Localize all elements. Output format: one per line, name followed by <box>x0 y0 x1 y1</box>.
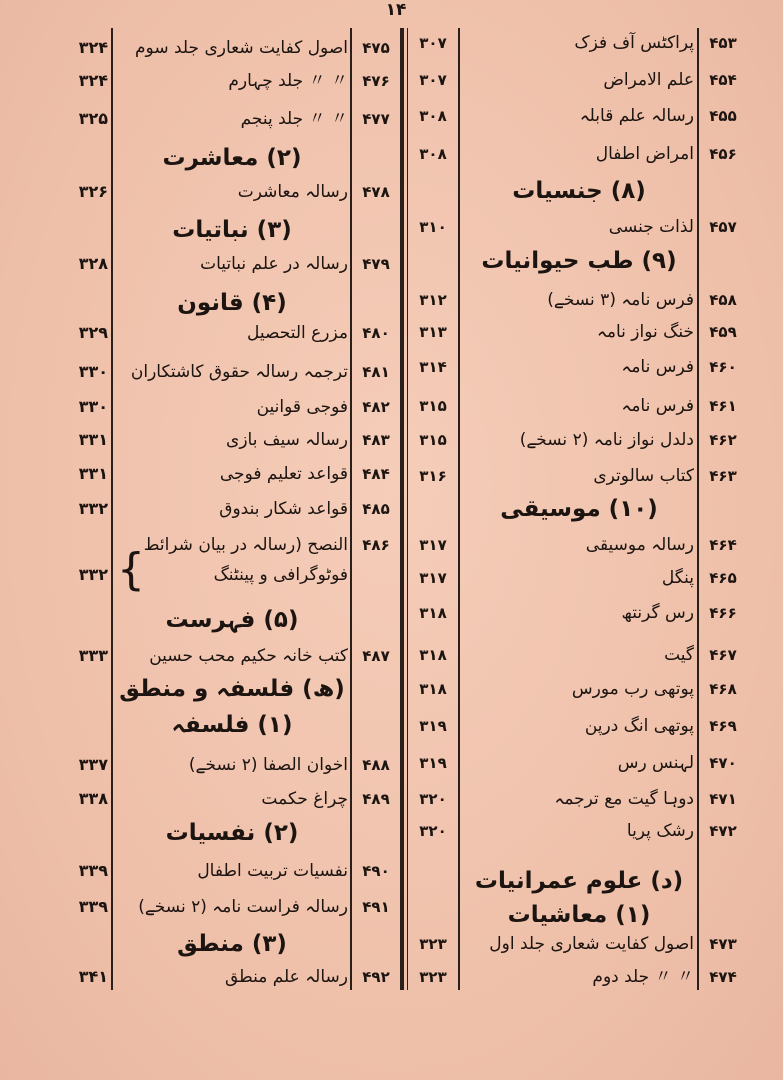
entry-title: رسالہ فراست نامہ (۲ نسخے) <box>138 897 348 917</box>
entry-number: ۴۸۰ <box>362 324 390 342</box>
page-ref: ۳۲۹ <box>78 323 108 342</box>
entry-title: رسالہ موسیقی <box>585 535 694 555</box>
page-ref: ۳۲۴ <box>78 38 108 57</box>
entry-number: ۴۹۲ <box>362 968 390 986</box>
entry-number: ۴۶۹ <box>709 717 737 735</box>
entry-number: ۴۷۹ <box>362 255 390 273</box>
entry-number: ۴۹۱ <box>362 898 390 916</box>
entry-title: قواعد شکار بندوق <box>219 499 348 519</box>
entry-number: ۴۵۴ <box>709 71 737 89</box>
catalog-entry-row <box>0 784 783 814</box>
entry-number: ۴۶۱ <box>709 397 737 415</box>
page-ref: ۳۳۷ <box>78 755 108 774</box>
entry-title: پوتھی رب مورس <box>571 679 694 699</box>
catalog-entry-row <box>0 285 783 315</box>
section-heading-row <box>0 900 783 930</box>
entry-title: لہنس رس <box>617 753 694 773</box>
entry-title: رسالہ در علم نباتیات <box>200 254 348 274</box>
section-heading: (۲) معاشرت <box>162 145 302 171</box>
page-ref: ۳۰۸ <box>419 107 447 125</box>
entry-title: مزرع التحصیل <box>247 323 348 343</box>
page-ref: ۳۳۹ <box>78 897 108 916</box>
entry-number: ۴۶۰ <box>709 358 737 376</box>
page-ref: ۳۳۲ <box>78 565 108 584</box>
page-ref: ۳۲۰ <box>419 822 447 840</box>
section-heading: (ھ) فلسفہ و منطق <box>119 676 345 702</box>
entry-number: ۴۸۶ <box>362 536 390 554</box>
entry-number: ۴۷۷ <box>362 110 390 128</box>
entry-title: چراغ حکمت <box>261 789 348 809</box>
entry-title: ترجمہ رسالہ حقوق کاشتکاران <box>130 362 348 382</box>
entry-number: ۴۹۰ <box>362 862 390 880</box>
catalog-entry-row <box>0 101 783 131</box>
entry-number: ۴۷۵ <box>362 39 390 57</box>
page-ref: ۳۲۵ <box>78 109 108 128</box>
section-heading: (۲) نفسیات <box>165 820 299 846</box>
section-heading: (د) علوم عمرانیات <box>474 868 684 894</box>
entry-title: علم الامراض <box>603 70 694 90</box>
entry-title: پراکٹس آف فزک <box>574 33 694 53</box>
catalog-entry-row <box>0 816 783 846</box>
entry-title: فرس نامہ <box>621 357 694 377</box>
entry-title: پوتھی انگ درپن <box>584 716 694 736</box>
entry-number: ۴۶۴ <box>709 536 737 554</box>
page-ref: ۳۲۶ <box>78 182 108 201</box>
entry-title: رسالہ علم قابلہ <box>579 106 694 126</box>
catalog-entry-row <box>0 65 783 95</box>
section-heading: (۴) قانون <box>177 290 287 316</box>
page-ref: ۳۳۲ <box>78 499 108 518</box>
catalog-entry-row <box>0 598 783 628</box>
page-ref: ۳۳۱ <box>78 430 108 449</box>
page-ref: ۳۲۴ <box>78 71 108 90</box>
section-heading: (۱) معاشیات <box>507 902 651 928</box>
catalog-entry-row <box>0 425 783 455</box>
page-ref: ۳۲۳ <box>419 935 447 953</box>
page-ref: ۳۱۴ <box>419 358 447 376</box>
entry-title: کتاب سالوتری <box>593 466 694 486</box>
entry-number: ۴۶۵ <box>709 569 737 587</box>
catalog-entry-row <box>0 929 783 959</box>
entry-title: اصول کفایت شعاری جلد سوم <box>135 38 348 58</box>
section-heading-row <box>0 176 783 206</box>
page-ref: ۳۱۰ <box>419 218 447 236</box>
page-ref: ۳۱۸ <box>419 646 447 664</box>
catalog-entry-row <box>0 391 783 421</box>
entry-number: ۴۶۲ <box>709 431 737 449</box>
page-ref: ۳۱۵ <box>419 431 447 449</box>
section-heading: (۸) جنسیات <box>512 178 646 204</box>
page-ref: ۳۰۸ <box>419 145 447 163</box>
entry-number: ۴۸۲ <box>362 398 390 416</box>
entry-title: 〃 〃 جلد پنجم <box>240 109 348 129</box>
entry-title: رسالہ علم منطق <box>224 967 348 987</box>
entry-number: ۴۵۳ <box>709 34 737 52</box>
page-ref: ۳۱۹ <box>419 754 447 772</box>
entry-number: ۴۵۶ <box>709 145 737 163</box>
entry-title: خنگ نواز نامہ <box>596 322 694 342</box>
entry-number: ۴۵۵ <box>709 107 737 125</box>
entry-title: رسالہ معاشرت <box>237 182 348 202</box>
entry-title: اخوان الصفا (۲ نسخے) <box>188 755 348 775</box>
page-ref: ۳۲۸ <box>78 254 108 273</box>
page-ref: ۳۱۸ <box>419 604 447 622</box>
entry-title: گیت <box>664 645 694 665</box>
entry-title: 〃 〃 جلد دوم <box>592 967 694 987</box>
section-heading-row <box>0 494 783 524</box>
catalog-entry-row <box>0 212 783 242</box>
entry-title: 〃 〃 جلد چہارم <box>228 71 348 91</box>
entry-number: ۴۷۱ <box>709 790 737 808</box>
page-ref: ۳۳۱ <box>78 464 108 483</box>
entry-number: ۴۷۳ <box>709 935 737 953</box>
entry-title: کتب خانہ حکیم محب حسین <box>149 646 348 666</box>
catalog-entry-row <box>0 28 783 58</box>
page-ref: ۳۱۷ <box>419 536 447 554</box>
entry-number: ۴۸۷ <box>362 647 390 665</box>
entry-title: فوجی قوانین <box>256 397 348 417</box>
page-ref: ۳۳۳ <box>78 646 108 665</box>
entry-number: ۴۸۱ <box>362 363 390 381</box>
entry-title: اصول کفایت شعاری جلد اول <box>489 934 694 954</box>
entry-number: ۴۷۴ <box>709 968 737 986</box>
catalog-entry-row <box>0 352 783 382</box>
page-ref: ۳۱۳ <box>419 323 447 341</box>
entry-number: ۴۶۶ <box>709 604 737 622</box>
section-heading: (۵) فہرست <box>165 607 299 633</box>
section-heading: (۳) نباتیات <box>172 217 292 243</box>
entry-number: ۴۸۵ <box>362 500 390 518</box>
entry-number: ۴۷۰ <box>709 754 737 772</box>
entry-number: ۴۸۴ <box>362 465 390 483</box>
page-ref: ۳۲۰ <box>419 790 447 808</box>
page-ref: ۳۱۶ <box>419 467 447 485</box>
catalog-entry-row <box>0 711 783 741</box>
entry-title: دوہا گیت مع ترجمہ <box>554 789 694 809</box>
page-number: ۱۴ <box>385 0 407 20</box>
page-ref: ۳۱۲ <box>419 291 447 309</box>
page-ref: ۳۳۰ <box>78 362 108 381</box>
entry-title: رشک پریا <box>626 821 694 841</box>
section-heading: (۱) فلسفہ <box>171 712 293 738</box>
catalog-entry-row <box>0 962 783 992</box>
catalog-entry-row <box>0 748 783 778</box>
catalog-entry-row <box>0 640 783 670</box>
page-ref: ۳۱۹ <box>419 717 447 735</box>
entry-number: ۴۸۸ <box>362 756 390 774</box>
page-ref: ۳۲۳ <box>419 968 447 986</box>
curly-brace: { <box>117 544 145 595</box>
page-ref: ۳۴۱ <box>78 967 108 986</box>
entry-number: ۴۶۳ <box>709 467 737 485</box>
page-ref: ۳۱۸ <box>419 680 447 698</box>
entry-title: النصح (رسالہ در بیان شرائط <box>143 535 348 555</box>
entry-number: ۴۸۹ <box>362 790 390 808</box>
entry-number: ۴۶۸ <box>709 680 737 698</box>
entry-number: ۴۵۸ <box>709 291 737 309</box>
catalog-entry-row <box>0 461 783 491</box>
page-ref: ۳۳۹ <box>78 861 108 880</box>
entry-title: نفسیات تربیت اطفال <box>197 861 348 881</box>
entry-title: دلدل نواز نامہ (۲ نسخے) <box>519 430 694 450</box>
entry-number: ۴۷۸ <box>362 183 390 201</box>
entry-number: ۴۷۲ <box>709 822 737 840</box>
entry-number: ۴۵۹ <box>709 323 737 341</box>
page-ref: ۳۰۷ <box>419 34 447 52</box>
section-heading: (۱۰) موسیقی <box>500 496 658 522</box>
section-heading-row <box>0 246 783 276</box>
page-ref: ۳۰۷ <box>419 71 447 89</box>
entry-title: قواعد تعلیم فوجی <box>219 464 348 484</box>
entry-number: ۴۶۷ <box>709 646 737 664</box>
catalog-entry-row <box>0 317 783 347</box>
catalog-entry-row <box>0 139 783 169</box>
entry-number: ۴۷۶ <box>362 72 390 90</box>
entry-title: فوٹوگرافی و پینٹنگ <box>213 565 348 585</box>
entry-number: ۴۸۳ <box>362 431 390 449</box>
entry-title: پنگل <box>661 568 694 588</box>
section-heading: (۳) منطق <box>177 931 287 957</box>
entry-title: رسالہ سیف بازی <box>226 430 348 450</box>
catalog-entry-row <box>0 674 783 704</box>
page-ref: ۳۱۵ <box>419 397 447 415</box>
page-ref: ۳۳۰ <box>78 397 108 416</box>
page-ref: ۳۱۷ <box>419 569 447 587</box>
section-heading-row <box>0 866 783 896</box>
entry-title: فرس نامہ <box>621 396 694 416</box>
entry-title: فرس نامہ (۳ نسخے) <box>547 290 694 310</box>
entry-number: ۴۵۷ <box>709 218 737 236</box>
entry-title: امراض اطفال <box>595 144 694 164</box>
entry-title: لذات جنسی <box>608 217 694 237</box>
section-heading: (۹) طب حیوانیات <box>481 248 677 274</box>
page-ref: ۳۳۸ <box>78 789 108 808</box>
entry-title: رس گرنتھ <box>621 603 694 623</box>
